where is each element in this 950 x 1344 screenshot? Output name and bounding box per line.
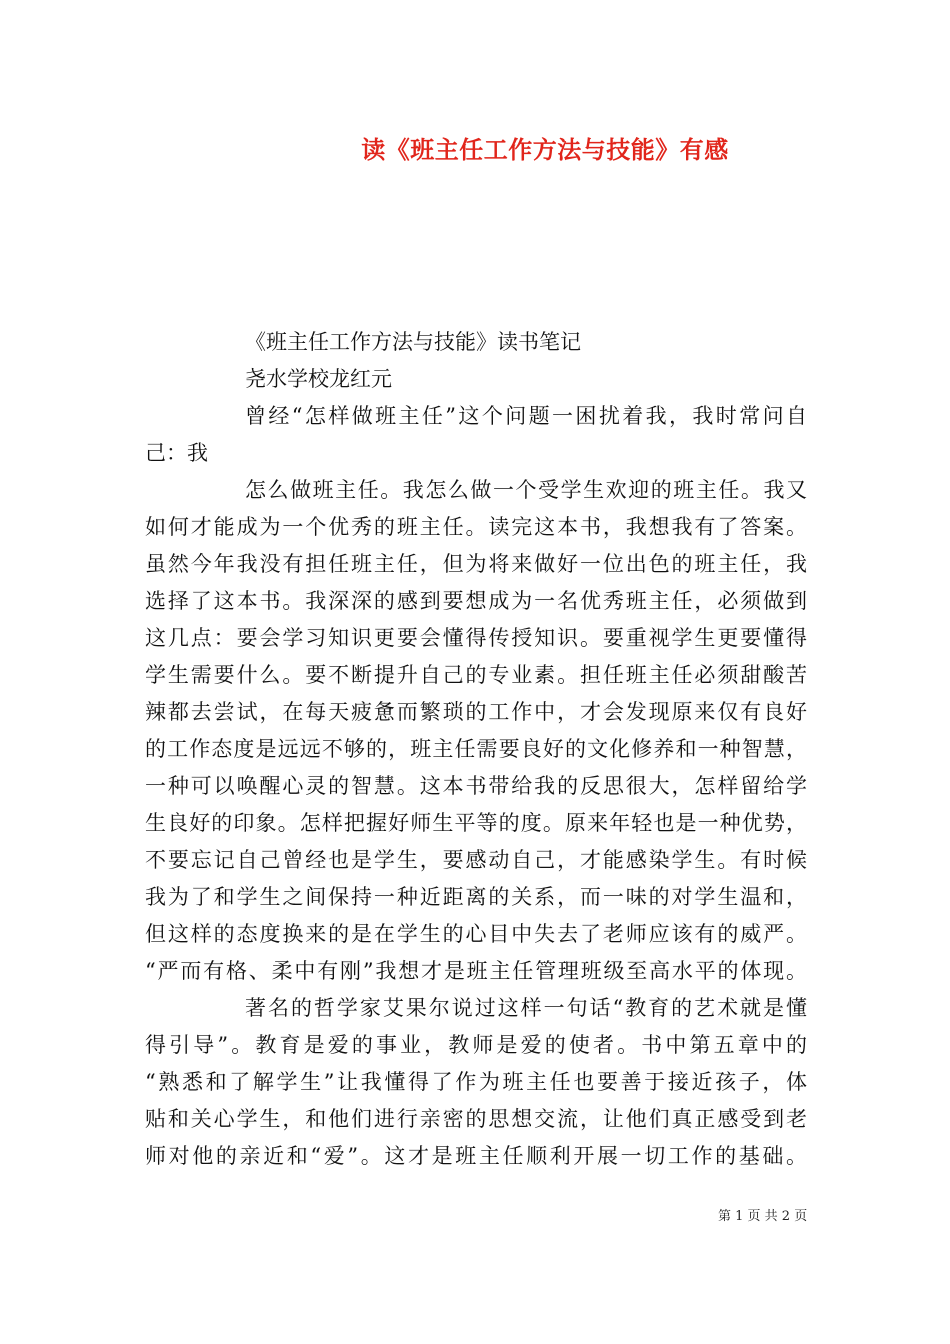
body-line: 怎么做班主任。我怎么做一个受学生欢迎的班主任。我又 [245,478,807,502]
body-line: 贴和关心学生，和他们进行亲密的思想交流，让他们真正感受到老 [145,1107,807,1131]
body-line: 一种可以唤醒心灵的智慧。这本书带给我的反思很大，怎样留给学 [145,774,807,798]
body-line: 但这样的态度换来的是在学生的心目中失去了老师应该有的威严。 [145,922,807,946]
body-line: 尧水学校龙红元 [245,367,392,391]
body-line: 如何才能成为一个优秀的班主任。读完这本书，我想我有了答案。 [145,515,807,539]
body-line: 不要忘记自己曾经也是学生，要感动自己，才能感染学生。有时候 [145,848,807,872]
document-body [145,324,807,1175]
body-line: 生良好的印象。怎样把握好师生平等的度。原来年轻也是一种优势， [145,811,807,835]
body-line: 师对他的亲近和“爱”。这才是班主任顺利开展一切工作的基础。 [145,1144,807,1168]
body-line: 我为了和学生之间保持一种近距离的关系，而一味的对学生温和， [145,885,807,909]
page-number: 第 1 页 共 2 页 [718,1209,808,1224]
body-line: 的工作态度是远远不够的，班主任需要良好的文化修养和一种智慧， [145,737,807,761]
body-line: 辣都去尝试，在每天疲惫而繁琐的工作中，才会发现原来仅有良好 [145,700,807,724]
body-line: “严而有格、柔中有刚”我想才是班主任管理班级至高水平的体现。 [145,959,807,983]
body-line: 学生需要什么。要不断提升自己的专业素。担任班主任必须甜酸苦 [145,663,807,687]
body-line: 虽然今年我没有担任班主任，但为将来做好一位出色的班主任，我 [145,552,807,576]
body-line: 这几点：要会学习知识更要会懂得传授知识。要重视学生更要懂得 [145,626,807,650]
body-line: 得引导”。教育是爱的事业，教师是爱的使者。书中第五章中的 [145,1033,807,1057]
document-title: 读《班主任工作方法与技能》有感 [361,135,729,164]
body-line: 己：我 [145,441,208,465]
body-line: 《班主任工作方法与技能》读书笔记 [245,330,581,354]
body-line: “熟悉和了解学生”让我懂得了作为班主任也要善于接近孩子，体 [145,1070,807,1094]
body-line: 著名的哲学家艾果尔说过这样一句话“教育的艺术就是懂 [245,996,807,1020]
body-line: 选择了这本书。我深深的感到要想成为一名优秀班主任，必须做到 [145,589,807,613]
body-line: 曾经“怎样做班主任”这个问题一困扰着我，我时常问自 [245,404,807,428]
